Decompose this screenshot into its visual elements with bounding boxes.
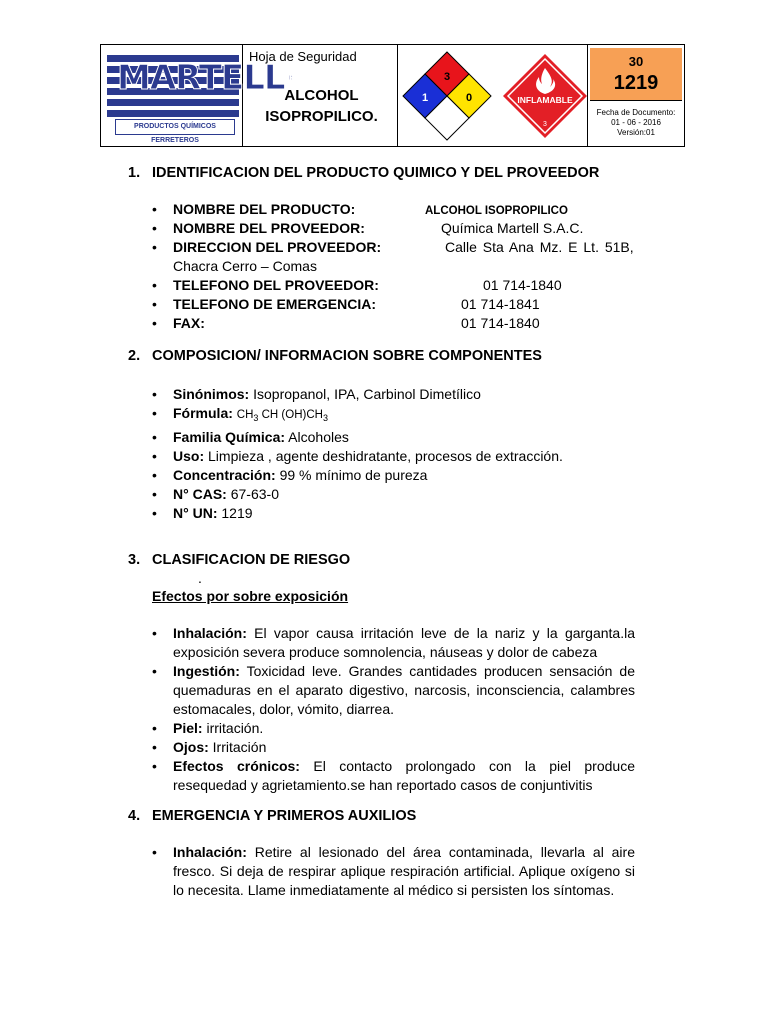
section-heading: 1. IDENTIFICACION DEL PRODUCTO QUIMICO Y DEL PROVEEDOR — [128, 165, 600, 181]
document-type-label: Hoja de Seguridad — [249, 49, 357, 64]
hazard-id-number: 30 — [628, 54, 644, 69]
hazard-label-text: INFLAMABLE — [517, 95, 573, 105]
section1-list — [173, 200, 635, 333]
header-divider — [397, 45, 398, 146]
list-item: • Inhalación: Retire al lesionado del área contaminada, llevarla al aire fresco. Si deja de respirar aplique respiración artificial. Aplique oxígeno si lo necesita. Llame inmediatamente al médico si persisten los síntomas. — [173, 843, 635, 900]
chemical-formula: $CH_3$ CH $(OH)CH_3$ — [236, 409, 328, 423]
logo-text: MARTELL® — [117, 58, 296, 98]
section4-list — [173, 843, 635, 900]
un-number-panel — [590, 48, 682, 143]
subheading: Efectos por sobre exposición — [152, 588, 349, 604]
nfpa-reactivity: 0 — [465, 92, 473, 104]
section-heading: 2. COMPOSICION/ INFORMACION SOBRE COMPONENTES — [128, 348, 542, 364]
list-item: • Sinónimos: Isopropanol, IPA, Carbinol Dimetílico — [173, 385, 635, 404]
section3-list — [173, 624, 635, 795]
product-title: ALCOHOL ISOPROPILICO. — [265, 87, 378, 125]
list-item: • Uso: Limpieza , agente deshidratante, procesos de extracción. — [173, 447, 635, 466]
list-item: • N° UN: 1219 — [173, 504, 635, 523]
list-item: • N° CAS: 67-63-0 — [173, 485, 635, 504]
list-item: • Fórmula: $CH_3$ CH $(OH)CH_3$ — [173, 404, 635, 428]
section2-list — [173, 385, 635, 523]
section-heading: 4. EMERGENCIA Y PRIMEROS AUXILIOS — [128, 808, 417, 824]
list-item: • NOMBRE DEL PROVEEDOR: Química Martell S.A.C. — [173, 219, 635, 238]
list-item: • DIRECCION DEL PROVEEDOR: Calle Sta Ana Mz. E Lt. 51B, Chacra Cerro – Comas — [173, 238, 635, 276]
list-item: • Efectos crónicos: El contacto prolongado con la piel produce resequedad y agrietamiento.se han reportado casos de conjuntivitis — [173, 757, 635, 795]
list-item: • TELEFONO DE EMERGENCIA: 01 714-1841 — [173, 295, 635, 314]
company-logo — [107, 51, 296, 144]
stray-dot: . — [198, 570, 202, 586]
nfpa-diamond-icon — [401, 50, 493, 142]
flammable-hazard-icon — [499, 50, 591, 142]
list-item: • Inhalación: El vapor causa irritación leve de la nariz y la garganta.la exposición severa produce somnolencia, náuseas y dolor de cabeza — [173, 624, 635, 662]
list-item: • Piel: irritación. — [173, 719, 635, 738]
nfpa-flammability: 3 — [443, 71, 451, 83]
un-number: 1219 — [613, 72, 659, 94]
logo-subtitle: PRODUCTOS QUÍMICOS FERRETEROS — [115, 119, 235, 135]
list-item: • Ingestión: Toxicidad leve. Grandes cantidades producen sensación de quemaduras en el aparato digestivo, narcosis, inconsciencia, calambres estomacales, dolor, vómito, diarrea. — [173, 662, 635, 719]
hazard-class: 3 — [543, 121, 547, 128]
list-item: • Ojos: Irritación — [173, 738, 635, 757]
list-item: • Concentración: 99 % mínimo de pureza — [173, 466, 635, 485]
list-item: • FAX: 01 714-1840 — [173, 314, 635, 333]
nfpa-health: 1 — [421, 92, 429, 104]
list-item: • NOMBRE DEL PRODUCTO: ALCOHOL ISOPROPILICO — [173, 200, 635, 219]
document-meta: Fecha de Documento: 01 - 06 - 2016 Versión:01 — [596, 108, 676, 137]
list-item: • Familia Química: Alcoholes — [173, 428, 635, 447]
list-item: • TELEFONO DEL PROVEEDOR: 01 714-1840 — [173, 276, 635, 295]
document-header — [100, 44, 685, 147]
section-heading: 3. CLASIFICACION DE RIESGO — [128, 552, 351, 568]
